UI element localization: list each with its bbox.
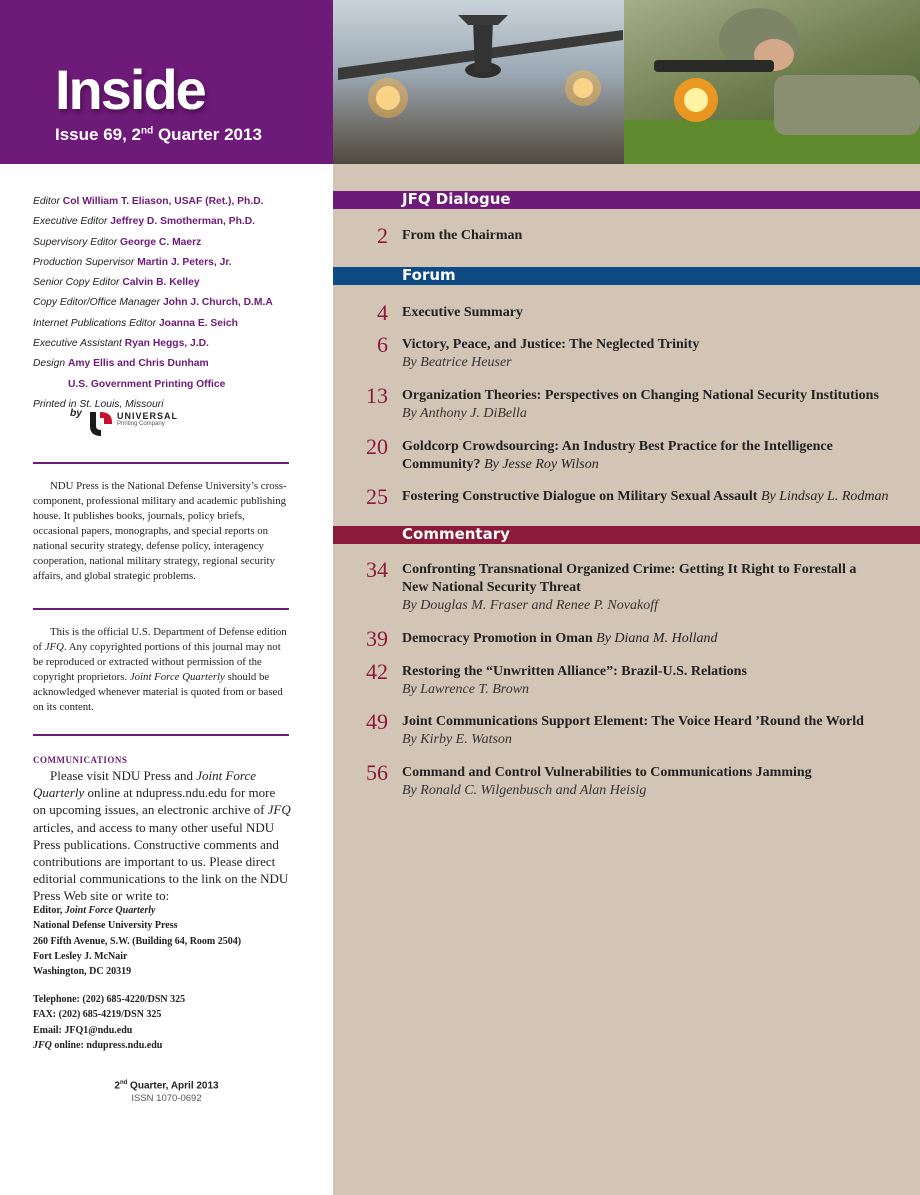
- website-link[interactable]: JFQ online: ndupress.ndu.edu: [33, 1039, 163, 1051]
- staff-internet-editor: Internet Publications Editor Joanna E. Seich: [33, 317, 238, 329]
- toc-author: By Lawrence T. Brown: [402, 682, 530, 697]
- masthead-staff-list: [33, 192, 303, 415]
- staff-production-supervisor: Production Supervisor Martin J. Peters, Jr.: [33, 256, 232, 268]
- fax: FAX: (202) 685-4219/DSN 325: [33, 1009, 162, 1021]
- section-forum: Forum: [333, 267, 920, 285]
- printer-name: UNIVERSAL: [117, 411, 179, 421]
- toc-entry-chairman[interactable]: From the Chairman: [402, 228, 523, 243]
- divider: [33, 462, 289, 464]
- printer-subtitle: Printing Company: [117, 421, 165, 427]
- toc-author: By Ronald C. Wilgenbusch and Alan Heisig: [402, 783, 647, 798]
- section-jfq-dialogue: JFQ Dialogue: [333, 191, 920, 209]
- toc-author: By Anthony J. DiBella: [402, 406, 527, 421]
- about-ndu-press: [33, 479, 289, 584]
- official-text: This is the official U.S. Department of Defense edition of JFQ. Any copyrighted portions of this journal may not be reproduced or extracted without permission of the copyright proprietors. Joint Force Quarterly should be acknowledged whenever material is quoted from or based on its content.: [33, 626, 287, 713]
- staff-senior-copy-editor: Senior Copy Editor Calvin B. Kelley: [33, 277, 200, 289]
- page-number: 20: [366, 434, 388, 459]
- issue-ordinal: nd: [141, 125, 154, 137]
- staff-supervisory-editor: Supervisory Editor George C. Maerz: [33, 236, 202, 248]
- address-line: 260 Fifth Avenue, S.W. (Building 64, Room 2504): [33, 935, 242, 947]
- address-editor: Editor, Joint Force Quarterly: [33, 905, 156, 916]
- soldier-illustration: [624, 0, 920, 164]
- issn: ISSN 1070-0692: [131, 1093, 202, 1104]
- page-number: 2: [377, 223, 388, 248]
- mailing-address: [33, 903, 241, 979]
- issue-date: 2nd Quarter, April 2013: [114, 1080, 219, 1092]
- telephone: Telephone: (202) 685-4220/DSN 325: [33, 994, 186, 1005]
- universal-logo-icon: [88, 410, 114, 436]
- page-number: 4: [377, 300, 388, 325]
- page-number: 34: [366, 557, 388, 582]
- page-number: 49: [366, 709, 388, 734]
- aircraft-photo: [333, 0, 624, 164]
- staff-gpo: U.S. Government Printing Office: [68, 378, 226, 390]
- toc-author: By Beatrice Heuser: [402, 355, 512, 370]
- communications-paragraph: Please visit NDU Press and Joint Force Quarterly online at ndupress.ndu.edu for more on upcoming issues, an electronic archive of JFQ articles, and access to many other useful NDU Press publications. Constructive comments and contributions are important to us. Please direct editorial communications to the link on the NDU Press Web site or write to:: [33, 768, 291, 904]
- contact-info: [33, 992, 185, 1053]
- toc-entry-transnational-crime[interactable]: Confronting Transnational Organized Crime: Getting It Right to Forestall a New National Security Threat: [402, 562, 857, 595]
- toc-entry-brazil-us-relations[interactable]: Restoring the “Unwritten Alliance”: Brazil-U.S. Relations: [402, 664, 747, 679]
- communications-heading: COMMUNICATIONS: [33, 755, 128, 765]
- divider: [33, 608, 289, 610]
- address-line: Washington, DC 20319: [33, 966, 132, 978]
- toc-entry-executive-summary[interactable]: Executive Summary: [402, 305, 523, 320]
- staff-editor: Editor Col William T. Eliason, USAF (Ret.), Ph.D.: [33, 196, 264, 207]
- page-number: 39: [366, 626, 388, 651]
- address-line: National Defense University Press: [33, 920, 178, 932]
- communications-text: [33, 767, 291, 905]
- toc-entry-democracy-oman[interactable]: Democracy Promotion in Oman By Diana M. Holland: [402, 631, 718, 646]
- issue-suffix: Quarter 2013: [153, 125, 262, 144]
- staff-executive-editor: Executive Editor Jeffrey D. Smotherman, Ph.D.: [33, 216, 256, 228]
- page-number: 25: [366, 484, 388, 509]
- staff-copy-editor: Copy Editor/Office Manager John J. Church, D.M.A: [33, 297, 273, 309]
- printer-logo: [70, 406, 180, 436]
- toc-entry-organization-theories[interactable]: Organization Theories: Perspectives on Changing National Security Institutions: [402, 388, 879, 403]
- staff-design: Design Amy Ellis and Chris Dunham: [33, 358, 209, 370]
- aircraft-illustration: [333, 0, 624, 164]
- divider: [33, 734, 289, 736]
- printed-in: Printed in St. Louis, Missouri: [33, 398, 164, 410]
- toc-entry-victory-peace-justice[interactable]: Victory, Peace, and Justice: The Neglected Trinity: [402, 337, 700, 352]
- issue-line: [55, 125, 262, 145]
- printed-by: by: [70, 408, 83, 419]
- toc-entry-goldcorp-crowdsourcing[interactable]: Goldcorp Crowdsourcing: An Industry Best Practice for the Intelligence Community? By Jesse Roy Wilson: [402, 439, 833, 472]
- issue-prefix: Issue 69, 2: [55, 125, 142, 144]
- staff-executive-assistant: Executive Assistant Ryan Heggs, J.D.: [33, 338, 209, 350]
- address-line: Fort Lesley J. McNair: [33, 950, 128, 962]
- toc-entry-communications-jamming[interactable]: Command and Control Vulnerabilities to Communications Jamming: [402, 765, 812, 780]
- page-number: 6: [377, 332, 388, 357]
- page-title: Inside: [55, 58, 205, 121]
- section-commentary: Commentary: [333, 526, 920, 544]
- toc-author: By Douglas M. Fraser and Renee P. Novakoff: [402, 598, 658, 613]
- toc-entry-fostering-dialogue[interactable]: Fostering Constructive Dialogue on Military Sexual Assault By Lindsay L. Rodman: [402, 489, 889, 504]
- soldier-photo: [624, 0, 920, 164]
- official-edition-notice: [33, 625, 289, 715]
- page-number: 42: [366, 659, 388, 684]
- toc-author: By Kirby E. Watson: [402, 732, 512, 747]
- page-number: 56: [366, 760, 388, 785]
- page-number: 13: [366, 383, 388, 408]
- about-text: NDU Press is the National Defense University’s cross-component, professional military and academic publishing house. It publishes books, journals, policy briefs, occasional papers, monographs, and special reports on national security strategy, defense policy, interagency cooperation, national military strategy, regional security affairs, and global strategic problems.: [33, 480, 287, 582]
- toc-entry-joint-communications[interactable]: Joint Communications Support Element: The Voice Heard ’Round the World: [402, 714, 864, 729]
- email-link[interactable]: Email: JFQ1@ndu.edu: [33, 1024, 133, 1036]
